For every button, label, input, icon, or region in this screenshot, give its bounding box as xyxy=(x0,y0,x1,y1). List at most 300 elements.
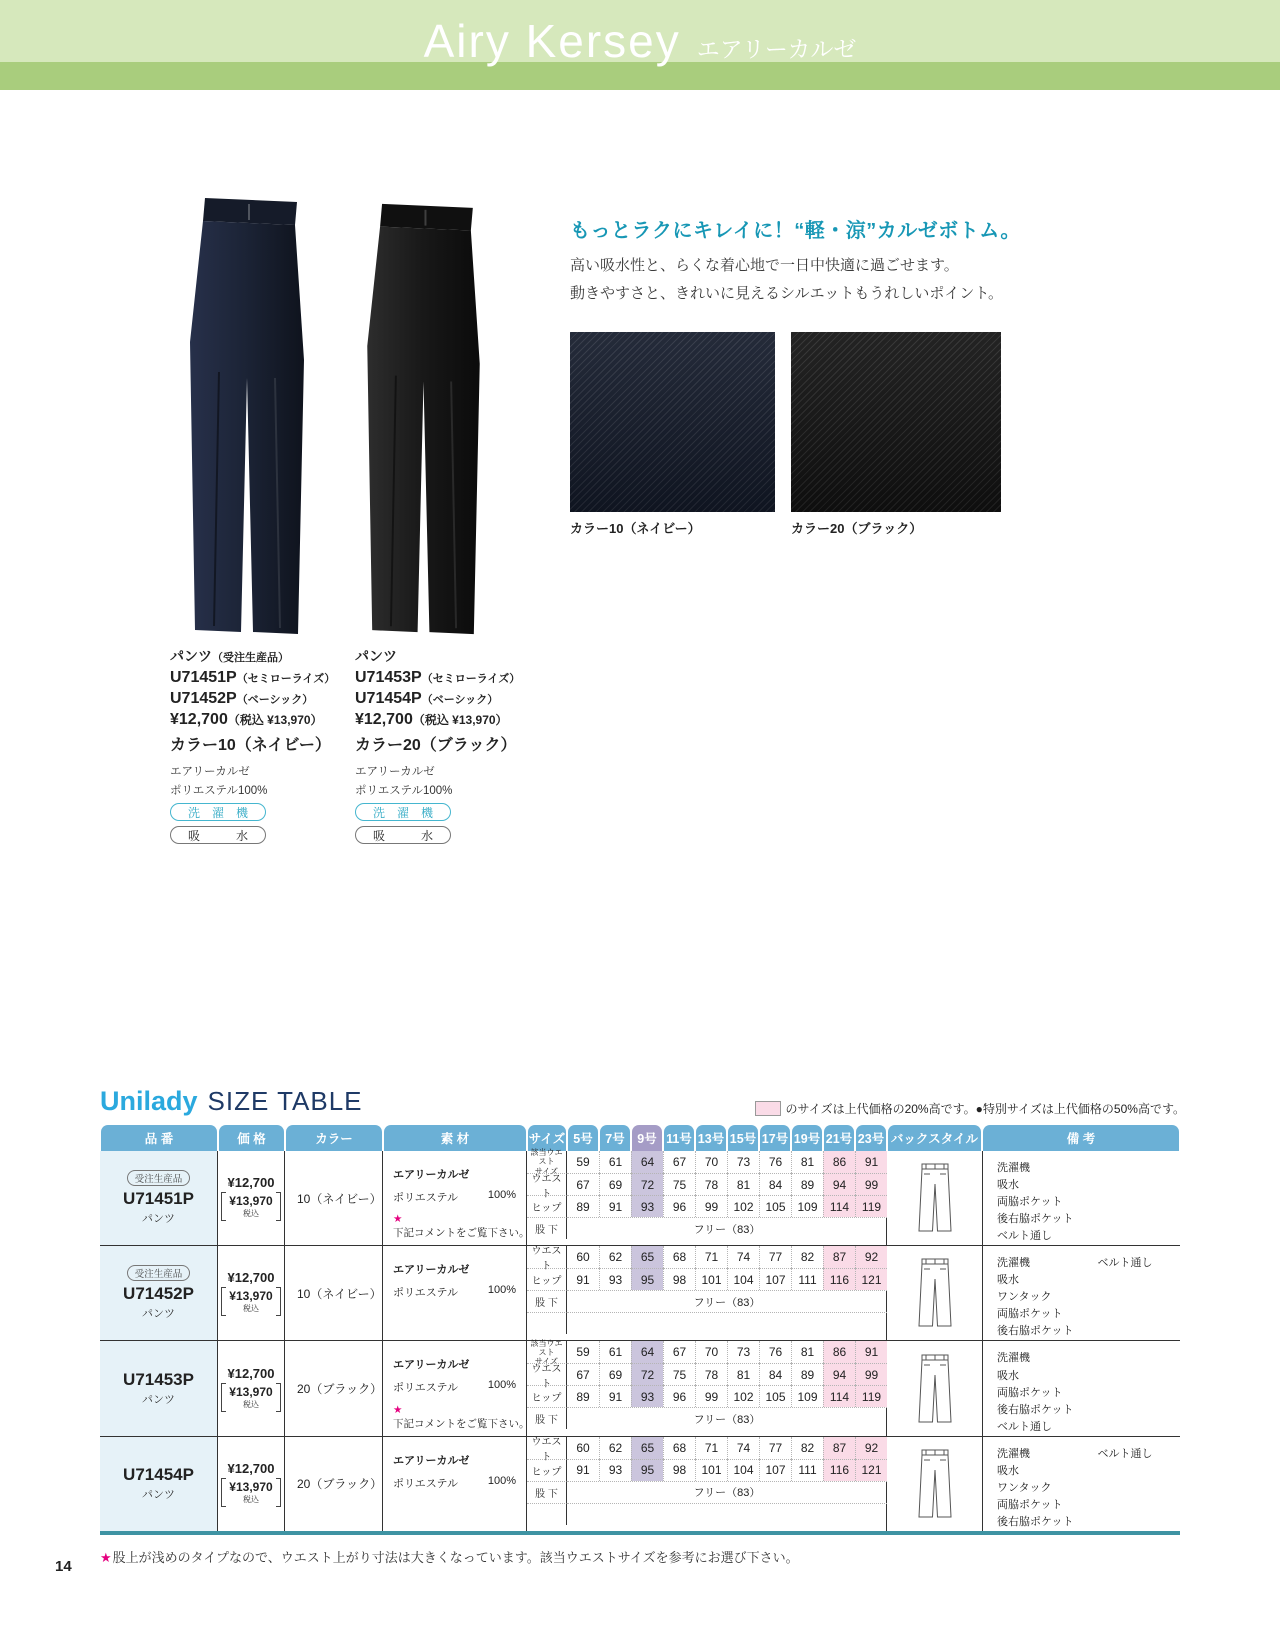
product-code: U71452P xyxy=(123,1284,194,1304)
measure-value: 89 xyxy=(791,1363,823,1385)
measurements-grid xyxy=(527,1246,887,1340)
material-cell xyxy=(383,1151,530,1245)
measure-value: 87 xyxy=(823,1437,855,1459)
color-value: 20（ブラック） xyxy=(297,1382,383,1397)
material-cell xyxy=(383,1341,530,1435)
measure-span-value: フリー（83） xyxy=(567,1217,887,1239)
remark: 両脇ポケット xyxy=(997,1386,1063,1399)
composition-percent: 100% xyxy=(487,1474,516,1487)
product-code: U71454P xyxy=(123,1465,194,1485)
measure-value: 70 xyxy=(695,1341,727,1363)
measure-value: 82 xyxy=(791,1246,823,1268)
star-icon: ★ xyxy=(393,1213,403,1226)
price-tax-bracket xyxy=(221,1478,280,1507)
column-header-tab: カラー xyxy=(286,1125,382,1151)
price-tax-value: ¥13,970 xyxy=(229,1384,273,1399)
pants-backstyle-icon xyxy=(918,1448,952,1520)
price-value: ¥12,700 xyxy=(227,1175,275,1191)
product-code-line: U71454P（ベーシック） xyxy=(355,690,499,707)
made-to-order-badge: 受注生産品 xyxy=(127,1265,191,1281)
measure-value: 59 xyxy=(576,1345,590,1360)
column-header xyxy=(982,1125,1180,1151)
fabric-swatches xyxy=(570,332,1001,537)
column-header xyxy=(631,1125,663,1151)
product-code-cell xyxy=(100,1246,218,1340)
remark: 後右脇ポケット xyxy=(997,1515,1074,1528)
backstyle-cell xyxy=(887,1341,982,1435)
measure-value: 119 xyxy=(855,1195,887,1217)
tax-label: 税込 xyxy=(242,1304,259,1314)
measure-value: 116 xyxy=(823,1459,855,1481)
product-code-line: U71452P（ベーシック） xyxy=(170,690,314,707)
column-header xyxy=(383,1125,527,1151)
measure-value: 116 xyxy=(823,1268,855,1290)
product-fabric: エアリーカルゼ xyxy=(355,766,435,778)
product-composition: ポリエステル100% xyxy=(355,785,453,797)
measure-value: 111 xyxy=(791,1268,823,1290)
product-price: ¥12,700（税込 ¥13,970） xyxy=(355,711,508,728)
column-header-tab: 19号 xyxy=(792,1125,822,1151)
measure-value: 114 xyxy=(823,1385,855,1407)
price-value: ¥12,700 xyxy=(227,1460,275,1476)
measure-value: 77 xyxy=(759,1437,791,1459)
remark: 吸水 xyxy=(997,1369,1019,1382)
remark: ベルト通し xyxy=(997,1420,1052,1433)
measure-value: 74 xyxy=(727,1437,759,1459)
column-header xyxy=(791,1125,823,1151)
measure-value: 81 xyxy=(727,1173,759,1195)
measure-value: 81 xyxy=(791,1341,823,1363)
measure-value: 96 xyxy=(663,1385,695,1407)
star-icon: ★ xyxy=(393,1403,403,1416)
remark: ワンタック xyxy=(997,1291,1052,1304)
backstyle-cell xyxy=(887,1151,982,1245)
price-value: ¥12,700 xyxy=(227,1270,275,1286)
measure-value: 67 xyxy=(663,1151,695,1173)
measure-value: 65 xyxy=(631,1246,663,1268)
tax-label: 税込 xyxy=(242,1494,259,1504)
pink-legend-swatch xyxy=(755,1101,781,1116)
measure-value: 72 xyxy=(631,1173,663,1195)
remarks-cell xyxy=(982,1437,1180,1531)
measure-label-line: 該当ウエスト xyxy=(530,1148,563,1167)
measure-value: 60 xyxy=(576,1440,590,1455)
measure-value: 70 xyxy=(695,1151,727,1173)
measure-label xyxy=(527,1503,567,1525)
remark: 吸水 xyxy=(997,1179,1019,1192)
price-legend xyxy=(755,1100,1185,1117)
product-color: カラー10（ネイビー） xyxy=(170,737,331,754)
measure-label: ウエスト xyxy=(527,1437,567,1459)
remark: 洗濯機 xyxy=(997,1162,1030,1174)
column-header xyxy=(100,1125,218,1151)
measure-value: 64 xyxy=(631,1341,663,1363)
price-cell xyxy=(218,1246,285,1340)
column-header xyxy=(599,1125,631,1151)
column-header xyxy=(285,1125,383,1151)
water-absorbent-badge: 吸 水 xyxy=(355,826,451,844)
price-tax-value: ¥13,970 xyxy=(229,1479,273,1494)
measure-span-value xyxy=(567,1312,887,1334)
column-header-tab: 素 材 xyxy=(384,1125,526,1151)
measure-value: 75 xyxy=(663,1363,695,1385)
measure-value: 107 xyxy=(759,1268,791,1290)
column-header-tab: 9号 xyxy=(632,1125,662,1151)
measure-value: 104 xyxy=(727,1268,759,1290)
remark: 洗濯機 xyxy=(997,1352,1030,1365)
measure-value: 72 xyxy=(631,1363,663,1385)
product-name: パンツ xyxy=(355,648,397,664)
remarks-cell xyxy=(982,1341,1180,1435)
size-table-footnote xyxy=(100,1547,1185,1566)
remark: 両脇ポケット xyxy=(997,1498,1063,1511)
measure-label: ヒップ xyxy=(527,1195,567,1217)
price-tax-bracket xyxy=(221,1383,280,1412)
color-value: 10（ネイビー） xyxy=(297,1286,382,1301)
measure-value: 89 xyxy=(567,1385,599,1407)
measure-value: 121 xyxy=(855,1268,887,1290)
fabric-name: エアリーカルゼ xyxy=(393,1169,470,1181)
product-name-note: （受注生産品） xyxy=(212,652,289,664)
measure-value: 89 xyxy=(567,1195,599,1217)
measure-label: 股 下 xyxy=(527,1290,567,1312)
measure-value: 91 xyxy=(855,1341,887,1363)
swatch-navy xyxy=(570,332,775,537)
measure-value: 68 xyxy=(663,1246,695,1268)
measure-value: 92 xyxy=(855,1246,887,1268)
intro-body-line-1: 高い吸水性と、らくな着心地で一日中快適に過ごせます。 xyxy=(570,257,959,274)
measure-value: 74 xyxy=(727,1246,759,1268)
column-header-tab: 5号 xyxy=(568,1125,598,1151)
swatch-black xyxy=(791,332,1001,537)
measure-value: 101 xyxy=(695,1459,727,1481)
remark: 両脇ポケット xyxy=(997,1308,1063,1321)
measure-span-value: フリー（83） xyxy=(567,1290,887,1312)
page-title-row xyxy=(0,14,1280,68)
measure-value: 86 xyxy=(823,1151,855,1173)
color-cell xyxy=(285,1437,383,1531)
intro-body-line-2: 動きやすさと、きれいに見えるシルエットもうれしいポイント。 xyxy=(570,284,1003,302)
material-cell xyxy=(383,1437,527,1531)
product-type: パンツ xyxy=(142,1213,175,1226)
size-table-section xyxy=(100,1086,1185,1566)
pants-backstyle-icon xyxy=(918,1353,952,1425)
measure-label-line: 該当ウエスト xyxy=(530,1338,563,1357)
page-number: 14 xyxy=(55,1558,72,1575)
measure-value: 67 xyxy=(567,1173,599,1195)
product-type: パンツ xyxy=(142,1308,175,1321)
measure-value: 91 xyxy=(599,1385,631,1407)
remarks-left xyxy=(997,1255,1073,1340)
measure-label xyxy=(527,1312,567,1334)
price-tax-bracket xyxy=(221,1192,280,1221)
measure-value: 84 xyxy=(759,1173,791,1195)
remark: ベルト通し xyxy=(1097,1447,1153,1460)
material-note xyxy=(393,1213,530,1240)
backstyle-cell xyxy=(887,1437,982,1531)
measure-value: 84 xyxy=(759,1363,791,1385)
intro-headline: もっとラクにキレイに！“軽・涼”カルゼボトム。 xyxy=(570,220,1021,242)
measure-value: 76 xyxy=(759,1341,791,1363)
product-name: パンツ（受注生産品） xyxy=(170,648,289,664)
product-code-cell xyxy=(100,1151,218,1245)
material-cell xyxy=(383,1246,527,1340)
measure-value: 67 xyxy=(663,1341,695,1363)
remark: ワンタック xyxy=(997,1481,1052,1494)
product-photo-black-pants xyxy=(341,198,506,647)
star-icon: ★ xyxy=(100,1549,112,1565)
measurements-grid xyxy=(527,1148,887,1245)
measure-value: 77 xyxy=(759,1246,791,1268)
remarks-cell xyxy=(982,1246,1180,1340)
measure-label-line: サイズ xyxy=(534,1166,559,1176)
size-table-title: SIZE TABLE xyxy=(207,1086,363,1116)
product-type: パンツ xyxy=(142,1394,175,1407)
measure-value: 81 xyxy=(727,1363,759,1385)
composition-name: ポリエステル xyxy=(393,1287,459,1300)
swatch-caption: カラー20（ブラック） xyxy=(791,521,923,536)
measure-value: 99 xyxy=(855,1363,887,1385)
measure-value: 105 xyxy=(759,1385,791,1407)
measure-value: 69 xyxy=(599,1363,631,1385)
column-header-tab: 価 格 xyxy=(219,1125,284,1151)
measure-value: 93 xyxy=(599,1268,631,1290)
column-header-tab: バックスタイル xyxy=(888,1125,981,1151)
remarks-cell xyxy=(982,1151,1180,1245)
price-tax-bracket xyxy=(221,1287,280,1316)
measure-span-value xyxy=(567,1503,887,1525)
measure-value: 73 xyxy=(727,1341,759,1363)
measure-value: 65 xyxy=(631,1437,663,1459)
measure-value: 96 xyxy=(663,1195,695,1217)
column-header-tab: 21号 xyxy=(824,1125,854,1151)
column-header-tab: 品 番 xyxy=(101,1125,217,1151)
composition-percent: 100% xyxy=(487,1284,516,1297)
column-header xyxy=(887,1125,982,1151)
measure-value: 99 xyxy=(855,1173,887,1195)
measure-value: 99 xyxy=(695,1195,727,1217)
remark: ベルト通し xyxy=(1097,1257,1153,1270)
measure-value: 99 xyxy=(695,1385,727,1407)
measure-label: ヒップ xyxy=(527,1385,567,1407)
material-note-text: 下記コメントをご覧下さい。 xyxy=(393,1227,530,1240)
measure-value: 98 xyxy=(663,1268,695,1290)
measure-value: 81 xyxy=(791,1151,823,1173)
measure-value: 93 xyxy=(631,1195,663,1217)
color-cell xyxy=(285,1341,383,1435)
measure-span-value: フリー（83） xyxy=(567,1407,887,1429)
product-code: U71451P xyxy=(123,1189,194,1209)
remarks-right xyxy=(1097,1446,1152,1531)
product-info-navy xyxy=(170,646,355,844)
measure-value: 68 xyxy=(663,1437,695,1459)
tax-label: 税込 xyxy=(242,1209,259,1219)
column-header-tab: 備 考 xyxy=(983,1125,1179,1151)
measure-value: 71 xyxy=(695,1246,727,1268)
fabric-name: エアリーカルゼ xyxy=(393,1264,470,1277)
product-price: ¥12,700（税込 ¥13,970） xyxy=(170,711,323,728)
measurements-grid xyxy=(527,1338,887,1435)
measure-value: 95 xyxy=(631,1268,663,1290)
measure-label: ウエスト xyxy=(527,1363,567,1385)
product-photo-navy-pants xyxy=(163,192,331,647)
column-header xyxy=(218,1125,285,1151)
measure-value: 75 xyxy=(663,1173,695,1195)
measure-label: 股 下 xyxy=(527,1407,567,1429)
measure-value: 101 xyxy=(695,1268,727,1290)
column-header xyxy=(727,1125,759,1151)
composition-percent: 100% xyxy=(487,1189,516,1201)
material-note xyxy=(393,1403,530,1431)
swatch-black-image xyxy=(791,332,1001,512)
measure-value: 82 xyxy=(791,1437,823,1459)
price-tax-value: ¥13,970 xyxy=(229,1194,273,1209)
measure-value: 107 xyxy=(759,1459,791,1481)
measure-value: 87 xyxy=(823,1246,855,1268)
pants-backstyle-icon xyxy=(918,1162,952,1234)
product-fabric: エアリーカルゼ xyxy=(170,766,250,778)
measure-value: 102 xyxy=(727,1195,759,1217)
measure-value: 61 xyxy=(599,1341,631,1363)
product-info-black xyxy=(355,646,540,844)
pants-backstyle-icon xyxy=(918,1257,952,1329)
size-table-row xyxy=(100,1436,1180,1535)
measure-value: 59 xyxy=(576,1155,590,1169)
measure-label: 股 下 xyxy=(527,1217,567,1239)
water-absorbent-badge: 吸 水 xyxy=(170,826,266,844)
measure-value: 102 xyxy=(727,1385,759,1407)
measure-value: 93 xyxy=(599,1459,631,1481)
measure-value: 95 xyxy=(631,1459,663,1481)
measure-value: 93 xyxy=(631,1385,663,1407)
fabric-composition xyxy=(393,1379,516,1395)
measure-value: 98 xyxy=(663,1459,695,1481)
page-header xyxy=(0,0,1280,90)
measure-value: 60 xyxy=(576,1250,590,1265)
measure-value: 62 xyxy=(599,1437,631,1459)
measure-value: 78 xyxy=(695,1173,727,1195)
composition-name: ポリエステル xyxy=(393,1192,459,1204)
column-header xyxy=(567,1125,599,1151)
made-to-order-badge: 受注生産品 xyxy=(127,1170,191,1186)
price-cell xyxy=(218,1437,285,1531)
measure-value: 67 xyxy=(567,1363,599,1385)
product-composition: ポリエステル100% xyxy=(170,785,268,797)
remarks-left xyxy=(997,1160,1073,1245)
size-table-row xyxy=(100,1340,1180,1435)
measure-value: 91 xyxy=(855,1151,887,1173)
size-table-row xyxy=(100,1245,1180,1340)
measure-value: 92 xyxy=(855,1437,887,1459)
measure-value: 64 xyxy=(631,1151,663,1173)
measure-value: 62 xyxy=(599,1246,631,1268)
measure-value: 119 xyxy=(855,1385,887,1407)
size-table-header-row xyxy=(100,1125,1180,1151)
price-tax-value: ¥13,970 xyxy=(229,1289,273,1304)
price-value: ¥12,700 xyxy=(227,1365,275,1381)
product-code-cell xyxy=(100,1341,218,1435)
measure-value: 121 xyxy=(855,1459,887,1481)
fabric-composition xyxy=(393,1284,516,1300)
measure-value: 73 xyxy=(727,1151,759,1173)
remark: 洗濯機 xyxy=(997,1447,1030,1460)
product-code-cell xyxy=(100,1437,218,1531)
measure-span-value: フリー（83） xyxy=(567,1481,887,1503)
measure-value: 114 xyxy=(823,1195,855,1217)
remark: 後右脇ポケット xyxy=(997,1325,1074,1338)
measure-value: 109 xyxy=(791,1385,823,1407)
price-cell xyxy=(218,1341,285,1435)
measure-value: 104 xyxy=(727,1459,759,1481)
color-value: 20（ブラック） xyxy=(297,1477,383,1492)
composition-name: ポリエステル xyxy=(393,1477,459,1490)
measure-value: 91 xyxy=(567,1459,599,1481)
fabric-name: エアリーカルゼ xyxy=(393,1359,470,1372)
remark: 吸水 xyxy=(997,1464,1019,1477)
swatch-caption: カラー10（ネイビー） xyxy=(570,521,701,536)
column-header xyxy=(759,1125,791,1151)
tax-label: 税込 xyxy=(242,1399,259,1409)
product-code-line: U71453P（セミローライズ） xyxy=(355,669,521,686)
column-header-tab: 15号 xyxy=(728,1125,758,1151)
machine-washable-badge: 洗 濯 機 xyxy=(355,803,451,821)
measure-value: 71 xyxy=(695,1437,727,1459)
measure-value: 109 xyxy=(791,1195,823,1217)
column-header xyxy=(663,1125,695,1151)
column-header-tab: 7号 xyxy=(600,1125,630,1151)
measure-value: 89 xyxy=(791,1173,823,1195)
color-value: 10（ネイビー） xyxy=(297,1191,382,1206)
price-legend-text: のサイズは上代価格の20%高です。●特別サイズは上代価格の50%高です。 xyxy=(785,1102,1185,1116)
material-note-text: 下記コメントをご覧下さい。 xyxy=(393,1417,530,1430)
measure-value: 78 xyxy=(695,1363,727,1385)
product-color: カラー20（ブラック） xyxy=(355,737,517,754)
measure-value: 94 xyxy=(823,1363,855,1385)
intro-section xyxy=(570,214,1150,308)
product-code: U71453P xyxy=(123,1370,194,1390)
measure-value: 91 xyxy=(599,1195,631,1217)
measure-value: 69 xyxy=(599,1173,631,1195)
remark: 両脇ポケット xyxy=(997,1196,1063,1209)
size-table-titlebar xyxy=(100,1086,1185,1120)
color-cell xyxy=(285,1246,383,1340)
composition-name: ポリエステル xyxy=(393,1382,459,1395)
measure-value: 94 xyxy=(823,1173,855,1195)
size-table xyxy=(100,1125,1180,1535)
measure-value: 111 xyxy=(791,1459,823,1481)
swatch-navy-image xyxy=(570,332,775,512)
page-subtitle: エアリーカルゼ xyxy=(696,36,857,62)
measure-label: 股 下 xyxy=(527,1481,567,1503)
machine-washable-badge: 洗 濯 機 xyxy=(170,803,266,821)
measure-label: ウエスト xyxy=(527,1246,567,1268)
brand-logo: Unilady xyxy=(100,1086,198,1116)
remark: 洗濯機 xyxy=(997,1257,1030,1270)
remark: 後右脇ポケット xyxy=(997,1403,1074,1416)
measurements-grid xyxy=(527,1437,887,1531)
remarks-right xyxy=(1097,1255,1152,1340)
color-cell xyxy=(285,1151,383,1245)
product-code-line: U71451P（セミローライズ） xyxy=(170,669,336,686)
measure-label: ヒップ xyxy=(527,1268,567,1290)
fabric-composition xyxy=(393,1475,516,1491)
measure-value: 61 xyxy=(599,1151,631,1173)
fabric-name: エアリーカルゼ xyxy=(393,1454,470,1467)
size-table-row xyxy=(100,1148,1180,1245)
remark: 後右脇ポケット xyxy=(997,1213,1074,1226)
composition-percent: 100% xyxy=(487,1379,516,1392)
column-header-tab: 13号 xyxy=(696,1125,726,1151)
